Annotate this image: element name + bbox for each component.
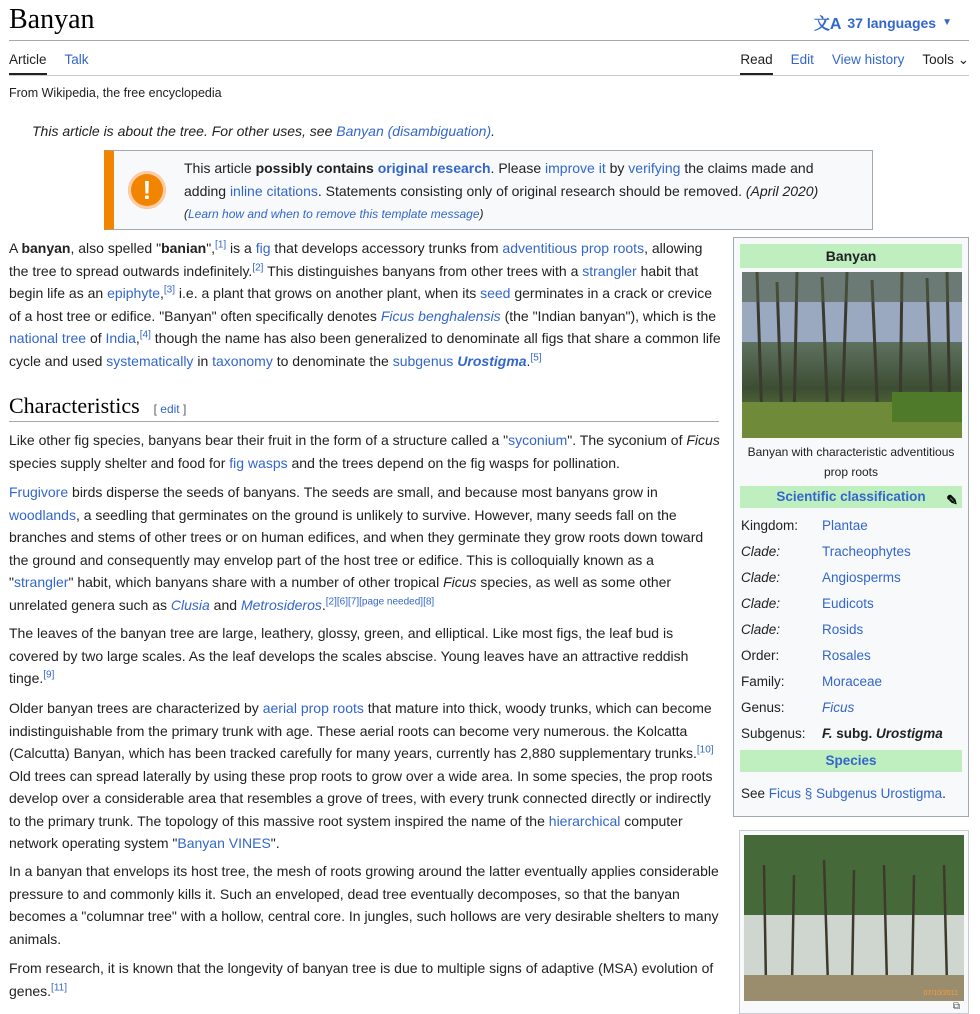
see-suffix: . <box>942 786 946 801</box>
wiki-link[interactable]: Ficus benghalensis <box>380 307 501 324</box>
wiki-link[interactable]: hierarchical <box>548 812 621 829</box>
text-run: is a <box>226 240 256 256</box>
text-run: This distinguishes banyans from other trees with a <box>263 262 583 279</box>
notice-part: the claims made and adding <box>184 160 814 199</box>
text-run: though the name has also been generalized to denominate all figs that share a common life cycle and used <box>9 330 721 369</box>
text-run: species, as well as some other unrelated genera such as <box>9 574 672 613</box>
text-run: " habit, which banyans share with a number of other tropical <box>68 574 444 590</box>
classification-key: Clade: <box>741 621 781 637</box>
text-run: , also spelled " <box>70 240 162 256</box>
wiki-link[interactable]: Urostigma <box>457 352 527 369</box>
classification-row <box>734 616 968 642</box>
classification-key: Subgenus: <box>741 725 806 741</box>
tabs-divider <box>9 75 969 76</box>
citation-link[interactable]: [2][6][7] <box>325 595 360 607</box>
text-run: , a seedling that germinates on the ground is unlikely to survive. However, many seeds fall on the branches and stems of other trees or on human edifices, and when they germinate they grow roots down toward the ground and consequently may envelop part of the host tree or edifice. This is colloquially known as a " <box>9 506 704 590</box>
text-run: and the trees depend on the fig wasps for pollination. <box>287 454 620 471</box>
paragraph-5 <box>9 860 721 950</box>
classification-value[interactable]: Tracheophytes <box>822 543 911 559</box>
citation-link[interactable]: [3] <box>163 284 176 296</box>
notice-text <box>184 157 854 226</box>
classification-row <box>734 512 968 538</box>
page-title: Banyan <box>9 4 95 35</box>
chevron-down-icon: ▼ <box>942 17 952 28</box>
classification-value[interactable]: Angiosperms <box>822 569 901 585</box>
bold-term: banian <box>161 240 207 256</box>
text-run: that mature into thick, woody trunks, which can become indistinguishable from the primary trunk with age. These aerial roots can become very numerous. the Kolcatta (Calcutta) Banyan, which has been tracked carefully for many years, currently has 2,880 supplementary trunks. <box>9 700 712 761</box>
wiki-link[interactable]: adventitious prop roots <box>502 240 645 256</box>
site-sub: From Wikipedia, the free encyclopedia <box>9 86 222 100</box>
citation-link[interactable]: [8] <box>423 595 435 607</box>
citation-link[interactable]: [2] <box>252 261 264 273</box>
translate-icon: 文A <box>813 16 842 33</box>
text-run: to denominate the <box>272 352 393 369</box>
classification-row <box>734 694 968 720</box>
citation-link[interactable]: [11] <box>51 981 67 993</box>
see-prefix: See <box>741 786 769 801</box>
languages-button[interactable] <box>814 11 952 34</box>
namespace-tabs <box>9 52 89 75</box>
link-disambiguation[interactable]: Banyan (disambiguation) <box>336 123 492 139</box>
banyan-illustration <box>742 272 962 438</box>
citation-link[interactable]: [1] <box>215 239 227 251</box>
citation-link[interactable]: [page needed] <box>359 595 424 607</box>
classification-value[interactable]: Rosales <box>822 647 871 663</box>
paren: ( <box>184 207 188 221</box>
classification-value[interactable]: Ficus <box>822 699 855 715</box>
scientific-classification-header[interactable] <box>740 486 962 508</box>
classification-key: Family: <box>741 673 785 689</box>
text-run: The leaves of the banyan tree are large, leathery, glossy, green, and elliptical. Like most figs, the leaf bud is covered by two large scales. As the leaf develops the scales abscise. Young leaves have an attractive reddish tinge. <box>9 625 689 686</box>
edit-link[interactable]: edit <box>160 402 180 416</box>
wiki-link[interactable]: syconium <box>508 432 568 448</box>
learn-more <box>184 207 484 221</box>
text-run: birds disperse the seeds of banyans. The seeds are small, and because most banyans grow in <box>68 484 658 500</box>
citation-link[interactable]: [5] <box>530 351 542 363</box>
notice-part: This article <box>184 160 256 176</box>
section-edit-link[interactable]: [ edit ] <box>153 402 187 416</box>
text-run: that develops accessory trunks from <box>270 240 503 256</box>
text-run: Old trees can spread laterally by using these prop roots to grow over a wide area. In some species, the prop roots develop over a considerable area that resembles a grove of trees, with every trunk connected directly or indirectly to the primary trunk. The topology of this massive root system inspired the name of the <box>9 767 713 829</box>
thumbnail <box>739 830 969 1014</box>
link-verifying[interactable]: verifying <box>628 160 681 176</box>
text-run: of <box>86 330 106 346</box>
paragraph-2 <box>9 481 721 616</box>
text-run: A <box>9 240 22 256</box>
classification-value[interactable]: Eudicots <box>822 595 874 611</box>
wiki-link[interactable]: strangler <box>582 262 637 279</box>
text-run: ", <box>206 240 216 256</box>
wiki-link[interactable]: strangler <box>13 574 69 590</box>
classification-row <box>734 642 968 668</box>
text-run: computer network operating system " <box>9 812 683 851</box>
classification-row <box>734 668 968 694</box>
text-run: . <box>526 352 531 369</box>
wiki-link[interactable]: India <box>105 330 136 346</box>
wiki-link[interactable]: Banyan VINES <box>177 835 271 851</box>
classification-key: Kingdom: <box>741 517 799 533</box>
tab-talk[interactable]: Talk <box>64 52 89 67</box>
banyan-photo-illustration <box>744 835 964 1001</box>
banyan-photo[interactable] <box>744 835 964 1001</box>
text-run: habit that begin life as an <box>9 262 699 301</box>
chevron-down-icon: ⌄ <box>957 52 969 67</box>
banyan-image[interactable] <box>742 272 962 438</box>
photo-date: 07/10/2011 <box>923 990 958 997</box>
link-learn-remove[interactable]: Learn how and when to remove this template message <box>188 207 480 221</box>
pencil-icon[interactable]: ✎ <box>946 492 958 508</box>
classification-key: Clade: <box>741 595 781 611</box>
classification-key: Order: <box>741 647 780 663</box>
view-tabs <box>740 52 969 75</box>
text-run: i.e. a plant that grows on another plant, when its <box>175 285 481 301</box>
wiki-link[interactable]: subgenus <box>392 352 458 369</box>
text-run: Like other fig species, banyans bear their fruit in the form of a structure called a " <box>9 432 509 448</box>
wiki-link[interactable]: aerial prop roots <box>262 700 364 716</box>
notice-part: . Statements consisting only of original research should be removed. <box>317 182 746 199</box>
wiki-link[interactable]: epiphyte <box>107 285 161 301</box>
link-urostigma[interactable]: Ficus § Subgenus Urostigma <box>768 786 943 801</box>
classification-row <box>734 538 968 564</box>
classification-value[interactable]: Plantae <box>822 517 868 533</box>
wiki-link[interactable]: woodlands <box>9 506 76 523</box>
text-run: ". The syconium of <box>567 432 687 448</box>
text-run: (the "Indian banyan"), which is the <box>500 307 717 324</box>
paragraph-4 <box>9 697 721 855</box>
wiki-link[interactable]: Frugivore <box>9 484 69 500</box>
citation-link[interactable]: [9] <box>43 669 55 681</box>
text-run: species supply shelter and food for <box>9 454 230 471</box>
wiki-link[interactable]: taxonomy <box>212 352 273 369</box>
wiki-link[interactable]: systematically <box>106 352 194 369</box>
notice-part: by <box>605 160 629 176</box>
wiki-link[interactable]: fig wasps <box>229 454 288 471</box>
hatnote-end: . <box>491 123 496 139</box>
paragraph-6 <box>9 957 721 1002</box>
text-run: and <box>209 596 241 613</box>
paragraph-1 <box>9 429 721 474</box>
text-run: germinates in a crack or crevice of a host tree or edifice. "Banyan" often specifically denotes <box>9 285 712 324</box>
text-run: in <box>193 352 213 369</box>
link-inline-citations[interactable]: inline citations <box>229 182 318 199</box>
link-original-research[interactable]: original research <box>377 160 491 176</box>
italic-term: Ficus <box>686 432 720 448</box>
sci-label: Scientific classification <box>776 489 926 504</box>
tab-view-history[interactable]: View history <box>831 52 905 67</box>
classification-key: Genus: <box>741 699 785 715</box>
text-run: Older banyan trees are characterized by <box>9 700 263 716</box>
wiki-link[interactable]: fig <box>255 240 271 256</box>
text-run: ". <box>270 835 280 851</box>
title-divider <box>9 40 969 41</box>
heading-characteristics: Characteristics <box>9 393 140 418</box>
classification-key: Clade: <box>741 569 781 585</box>
hatnote <box>32 123 495 139</box>
classification-row <box>734 590 968 616</box>
classification-value[interactable]: Rosids <box>822 621 864 637</box>
tab-article[interactable]: Article <box>9 52 47 75</box>
section-heading <box>9 393 719 422</box>
link-improve-it[interactable]: improve it <box>545 160 606 176</box>
classification-value: F. subg. Urostigma <box>822 725 943 741</box>
bold-term: banyan <box>21 240 71 256</box>
paren: ) <box>479 207 484 221</box>
classification-key: Clade: <box>741 543 781 559</box>
text-run: From research, it is known that the longevity of banyan tree is due to multiple signs of adaptive (MSA) evolution of genes. <box>9 960 714 999</box>
hatnote-text: This article is about the tree. For other uses, see <box>32 123 337 139</box>
wiki-link[interactable]: Clusia <box>170 596 210 613</box>
original-research-notice <box>104 150 873 230</box>
infobox-caption: Banyan with characteristic adventitious prop roots <box>747 445 955 479</box>
italic-term: Ficus <box>443 574 477 590</box>
notice-date: (April 2020) <box>745 182 819 199</box>
classification-value[interactable]: Moraceae <box>822 673 883 689</box>
notice-bold: possibly contains <box>255 160 378 176</box>
languages-label: 37 languages <box>847 14 937 31</box>
text-run: In a banyan that envelops its host tree, the mesh of roots growing around the latter eventually applies considerable pressure to and commonly kills it. Such an enveloped, dead tree eventually decomposes, so that the banyan becomes a "columnar tree" with a hollow, central core. In jungles, such hollows are very desirable shelters to many animals. <box>9 863 719 947</box>
tab-edit[interactable]: Edit <box>790 52 814 67</box>
citation-link[interactable]: [10] <box>696 744 714 756</box>
tab-read[interactable]: Read <box>740 52 772 75</box>
tab-tools[interactable] <box>922 52 969 75</box>
text-run: , allowing the tree to spread outwards indefinitely. <box>9 240 703 279</box>
wiki-link[interactable]: seed <box>480 285 511 301</box>
classification-table <box>734 512 968 746</box>
text-run: , <box>160 285 164 301</box>
infobox-title: Banyan <box>740 244 962 268</box>
enlarge-icon[interactable]: ⧉ <box>952 1001 960 1012</box>
warning-icon: ! <box>128 171 166 209</box>
paragraph-3 <box>9 622 721 690</box>
lead-paragraph <box>9 237 721 372</box>
text-run: , <box>135 330 140 346</box>
classification-row <box>734 720 968 746</box>
infobox <box>733 237 969 817</box>
wiki-link[interactable]: Metrosideros <box>240 596 322 613</box>
citation-link[interactable]: [4] <box>139 329 151 341</box>
species-header: Species <box>740 750 962 772</box>
species-see <box>734 772 968 801</box>
text-run: . <box>321 596 326 613</box>
wiki-link[interactable]: national tree <box>9 330 87 346</box>
notice-part: . Please <box>490 160 546 176</box>
tools-label: Tools <box>922 52 954 67</box>
classification-row <box>734 564 968 590</box>
